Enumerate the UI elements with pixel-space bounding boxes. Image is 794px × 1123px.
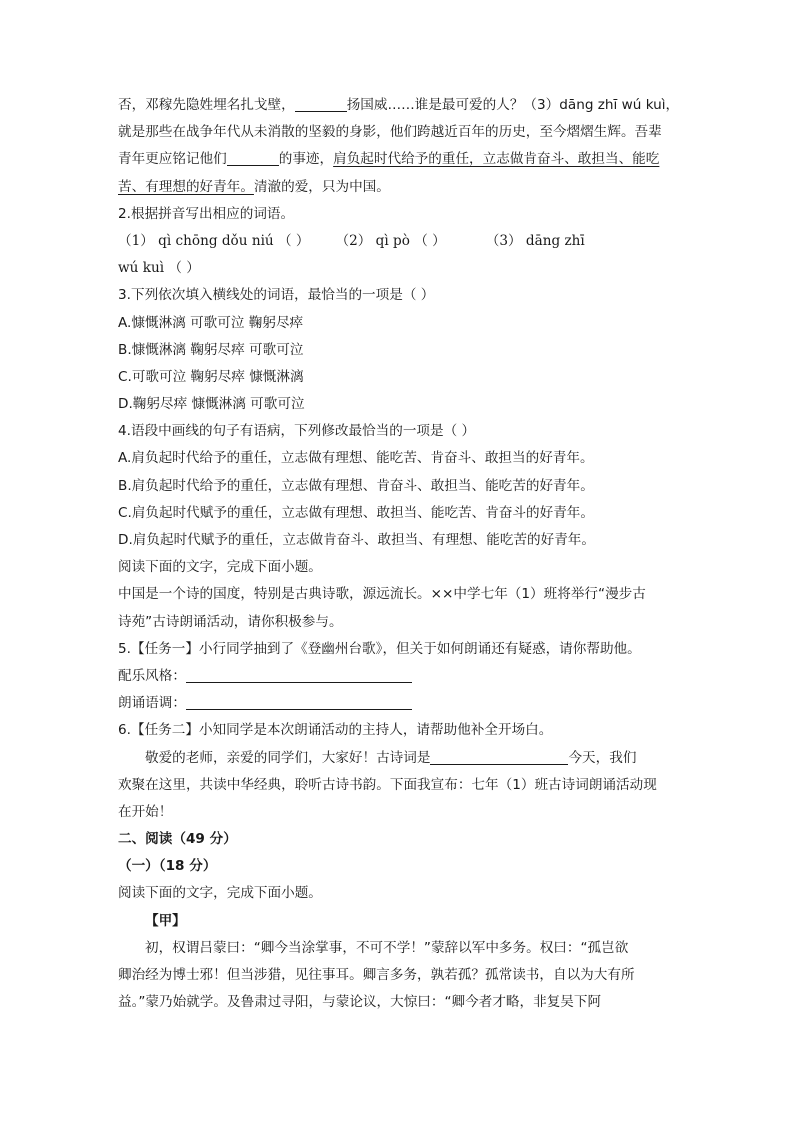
question-2-pinyin-row-2: wú kuì （ ） (118, 260, 200, 277)
question-2-pinyin-row (118, 228, 688, 255)
question-4-stem: 4.语段中画线的句子有语病，下列修改最恰当的一项是（ ） (118, 423, 476, 440)
underlined-sentence: 肩负起时代给予的重任，立志做肯奋斗、敢担当、能吃 (333, 151, 660, 168)
document-page (118, 92, 688, 1016)
speech-text: 今天，我们 (568, 749, 637, 766)
question-5-stem: 5.【任务一】小行同学抽到了《登幽州台歌》，但关于如何朗诵还有疑惑，请你帮助他。 (118, 640, 641, 657)
section-2-title: 二、阅读（49 分） (118, 831, 237, 848)
opening-speech-line-1 (118, 745, 688, 772)
passage-text: 清澈的爱，只为中国。 (253, 178, 390, 195)
classical-text-line-3: 益。”蒙乃始就学。及鲁肃过寻阳，与蒙论议，大惊曰：“卿今者才略，非复吴下阿 (118, 994, 602, 1011)
classical-text-line-2: 卿治经为博士邪！但当涉猎，见往事耳。卿言多务，孰若孤？孤常读书，自以为大有所 (118, 967, 635, 983)
passage-text: 就是那些在战争年代从未消散的坚毅的身影，他们跨越近百年的历史，至今熠熠生辉。吾辈 (118, 124, 662, 141)
opening-speech-line-3: 在开始！ (118, 803, 173, 820)
pinyin-item-2: （2） qì pò （ ） (335, 232, 446, 249)
speech-text: 敬爱的老师，亲爱的同学们，大家好！古诗词是 (145, 749, 431, 766)
section-2-subtitle: （一）（18 分） (118, 858, 217, 875)
passage-text: 青年更应铭记他们 (118, 151, 227, 168)
question-3-option-c[interactable]: C.可歌可泣 鞠躬尽瘁 慷慨淋漓 (118, 368, 304, 385)
question-4-option-a[interactable]: A.肩负起时代给予的重任，立志做有理想、能吃苦、肯奋斗、敢担当的好青年。 (118, 450, 594, 467)
activity-intro-line-2: 诗苑”古诗朗诵活动，请你积极参与。 (118, 613, 343, 630)
fill-blank-2[interactable] (227, 150, 279, 166)
question-3-option-b[interactable]: B.慷慨淋漓 鞠躬尽瘁 可歌可泣 (118, 341, 304, 358)
reading-instruction: 阅读下面的文字，完成下面小题。 (118, 559, 322, 576)
reading-tone-answer-line[interactable] (186, 694, 412, 710)
passage-line-1 (118, 92, 688, 119)
music-style-answer-line[interactable] (186, 667, 412, 683)
question-3-stem: 3.下列依次填入横线处的词语，最恰当的一项是（ ） (118, 287, 435, 304)
passage-text: 否，邓稼先隐姓埋名扎戈壁， (118, 97, 295, 113)
reading-tone-row (118, 690, 688, 717)
reading-tone-label: 朗诵语调： (118, 695, 186, 712)
passage-line-2 (118, 119, 688, 146)
fill-blank-1[interactable] (295, 96, 347, 112)
question-2-stem: 2.根据拼音写出相应的词语。 (118, 205, 295, 222)
section-2-reading-instruction: 阅读下面的文字，完成下面小题。 (118, 885, 322, 902)
pinyin-item-1: （1） qì chōng dǒu niú （ ） (118, 232, 310, 249)
question-4-option-d[interactable]: D.肩负起时代赋予的重任，立志做肯奋斗、敢担当、有理想、能吃苦的好青年。 (118, 532, 595, 548)
activity-intro-line-1: 中国是一个诗的国度，特别是古典诗歌，源远流长。××中学七年（1）班将举行“漫步古 (118, 586, 646, 603)
passage-text: 扬国威……谁是最可爱的人？（3）dāng zhī wú kuì， (346, 97, 680, 113)
question-6-stem: 6.【任务二】小知同学是本次朗诵活动的主持人，请帮助他补全开场白。 (118, 722, 553, 739)
music-style-row (118, 663, 688, 690)
opening-speech-blank[interactable] (430, 749, 568, 765)
passage-line-4 (118, 174, 688, 201)
passage-jia-heading: 【甲】 (145, 912, 186, 929)
passage-text: 的事迹， (278, 151, 334, 168)
question-4-option-c[interactable]: C.肩负起时代赋予的重任，立志做有理想、敢担当、能吃苦、肯奋斗的好青年。 (118, 504, 594, 521)
question-4-option-b[interactable]: B.肩负起时代给予的重任，立志做有理想、肯奋斗、敢担当、能吃苦的好青年。 (118, 477, 594, 494)
opening-speech-line-2: 欢聚在这里，共读中华经典，聆听古诗书韵。下面我宣布：七年（1）班古诗词朗诵活动现 (118, 776, 657, 793)
question-3-option-a[interactable]: A.慷慨淋漓 可歌可泣 鞠躬尽瘁 (118, 314, 304, 331)
question-3-option-d[interactable]: D.鞠躬尽瘁 慷慨淋漓 可歌可泣 (118, 396, 305, 413)
pinyin-item-3: （3） dāng zhī (485, 232, 585, 249)
passage-line-3 (118, 146, 688, 173)
classical-text-line-1: 初，权谓吕蒙曰：“卿今当涂掌事，不可不学！”蒙辞以军中多务。权曰：“孤岂欲 (145, 939, 629, 956)
underlined-sentence: 苦、有理想的好青年。 (118, 178, 254, 195)
music-style-label: 配乐风格： (118, 667, 186, 684)
